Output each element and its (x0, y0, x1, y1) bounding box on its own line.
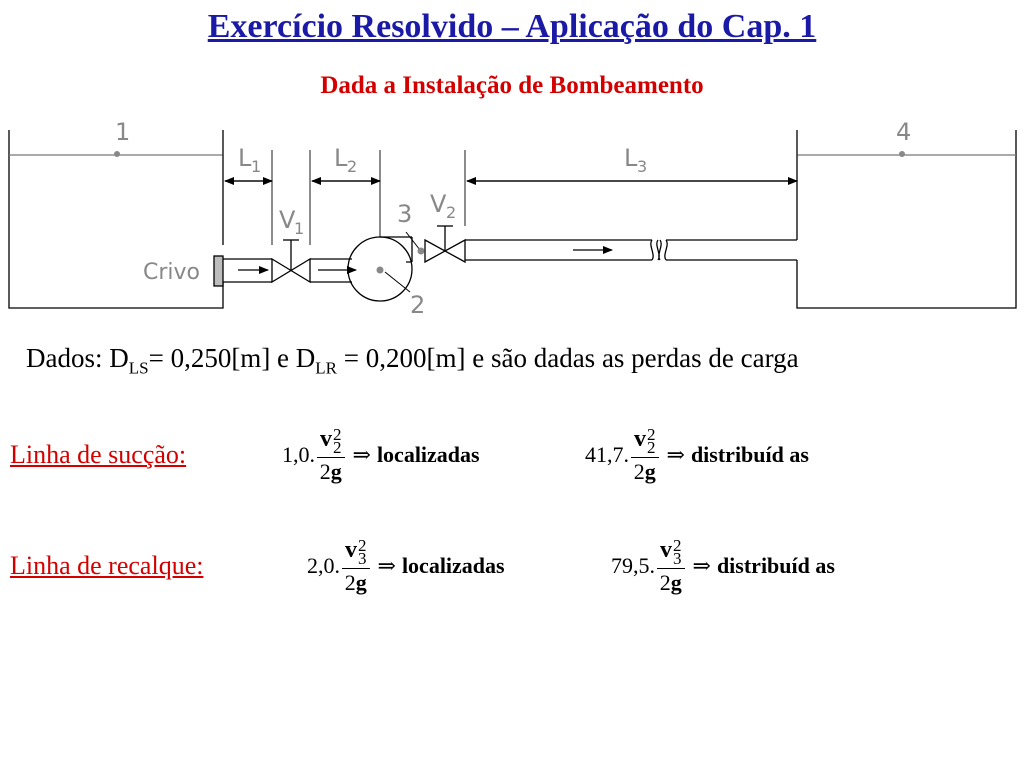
discharge-line-label: Linha de recalque: (10, 551, 204, 580)
label-l1-sub: 1 (251, 157, 262, 176)
discharge-pipe (465, 240, 797, 260)
strainer-crivo (214, 256, 223, 286)
label-v2-sub: 2 (446, 203, 457, 222)
leader-2 (385, 272, 410, 292)
label-v1-sub: 1 (294, 219, 305, 238)
discharge-local-loss-formula: 2,0. v 2 3 2g ⇒ localizadas (307, 535, 505, 595)
point-3-marker (418, 248, 425, 255)
suction-local-loss-formula: 1,0. v 2 2 2g ⇒ localizadas (282, 424, 480, 484)
slide-subtitle: Dada a Instalação de Bombeamento (320, 72, 704, 99)
label-v1: V (279, 206, 296, 234)
label-crivo: Crivo (143, 260, 200, 285)
label-l1: L (238, 144, 252, 172)
pipe-break (651, 240, 667, 260)
label-point-3: 3 (397, 200, 413, 228)
point-2-marker (377, 267, 384, 274)
right-reservoir (797, 130, 1016, 308)
discharge-distributed-loss-formula: 79,5. v 2 3 2g ⇒ distribuíd as (611, 535, 835, 595)
label-l2-sub: 2 (347, 157, 358, 176)
leader-3 (406, 232, 420, 250)
point-4-marker (899, 151, 905, 157)
given-data: Dados: $D_{LS}= 0,250[m]$ e $D_{LR} = 0,200[m]$ e são dadas as perdas de carga (26, 343, 799, 378)
suction-line-label: Linha de sucção: (10, 440, 187, 469)
label-v2: V (430, 190, 447, 218)
label-point-2: 2 (410, 291, 426, 319)
label-point-1: 1 (115, 118, 131, 146)
label-l2: L (334, 144, 348, 172)
slide-title: Exercício Resolvido – Aplicação do Cap. 1 (207, 8, 817, 45)
suction-distributed-loss-formula: 41,7. v 2 2 2g ⇒ distribuíd as (585, 424, 809, 484)
label-point-4: 4 (896, 118, 912, 146)
label-l3-sub: 3 (637, 157, 648, 176)
label-l3: L (624, 144, 638, 172)
point-1-marker (114, 151, 120, 157)
pumping-installation-diagram (0, 110, 1024, 320)
